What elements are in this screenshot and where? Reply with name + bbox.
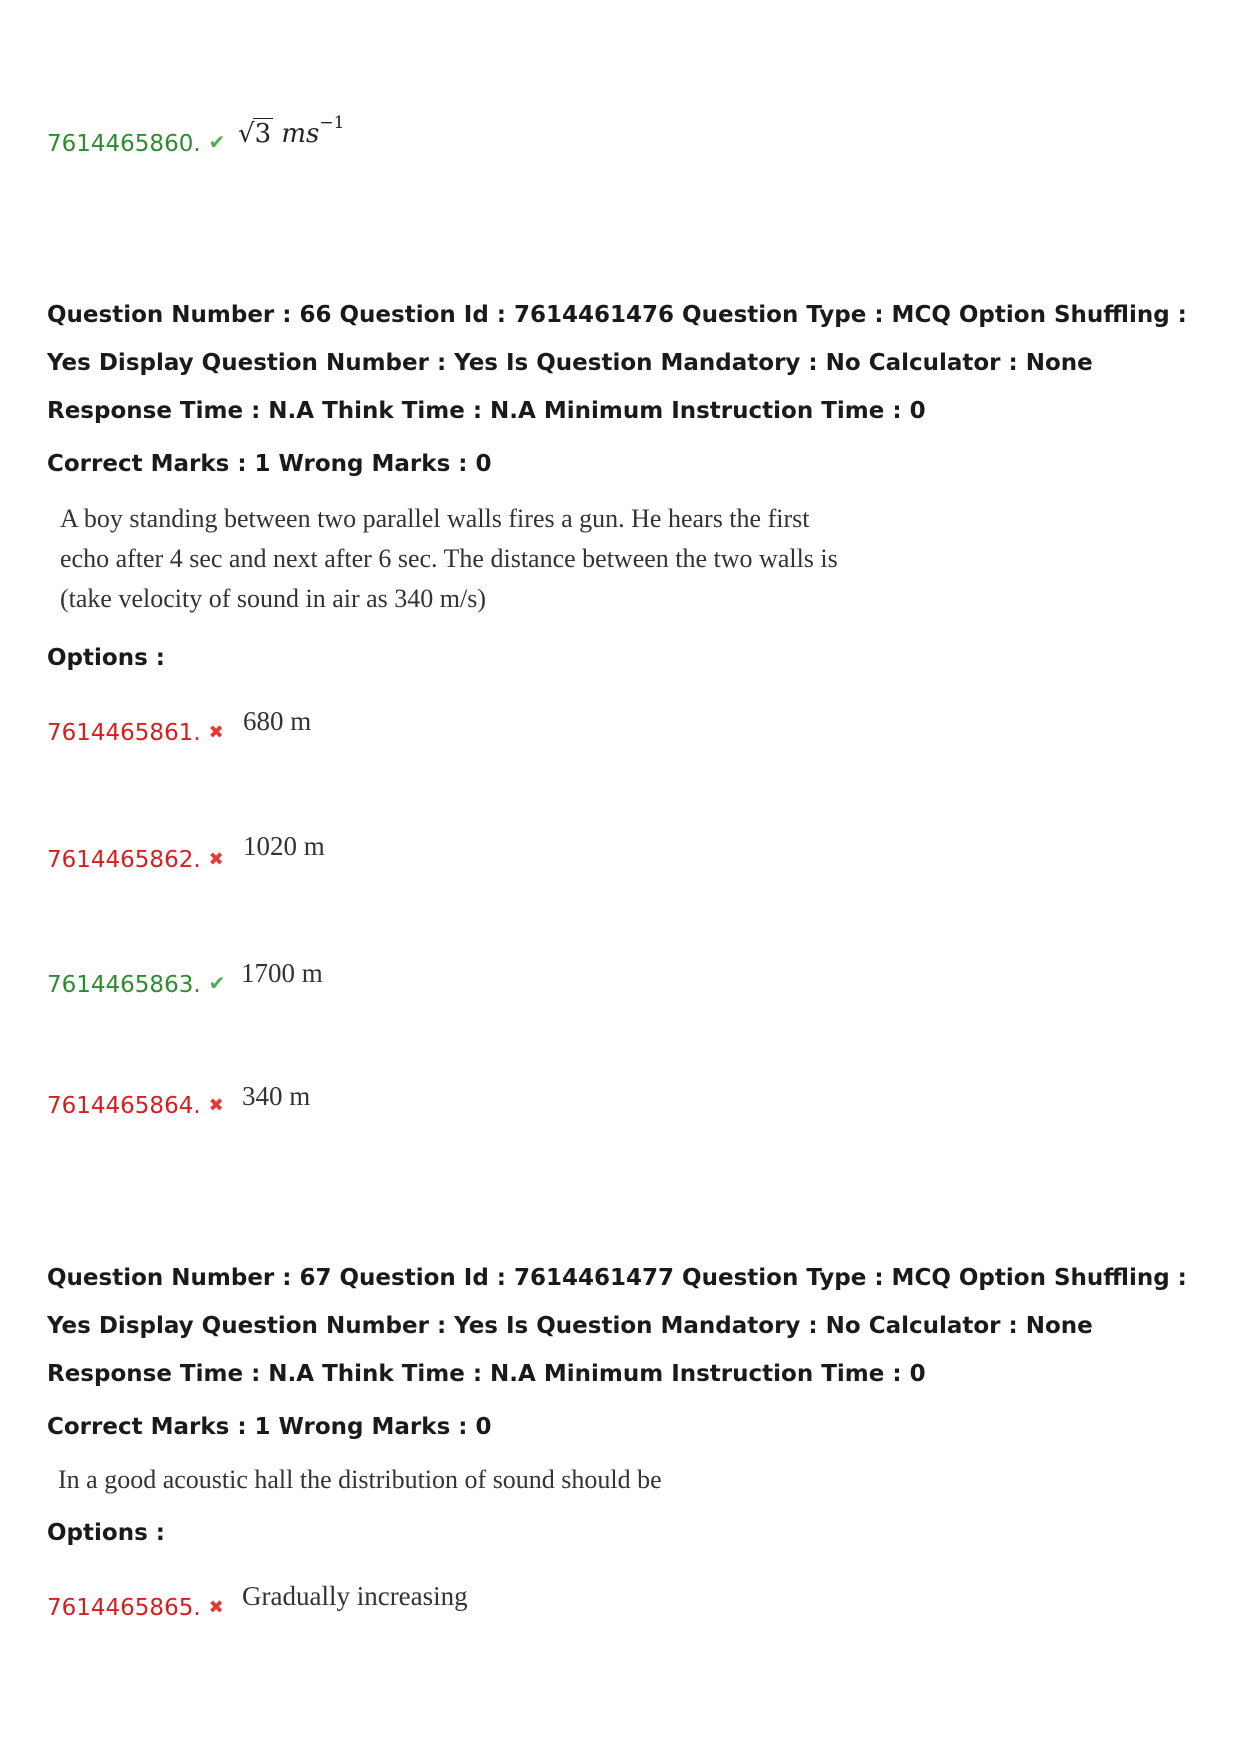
question-line: echo after 4 sec and next after 6 sec. The distance between the two walls is xyxy=(60,544,838,573)
cross-icon: ✖ xyxy=(208,722,224,743)
option-answer: Gradually increasing xyxy=(242,1581,468,1611)
option-id: 7614465864. xyxy=(47,1093,201,1119)
options-label: Options : xyxy=(47,645,165,671)
question-marks: Correct Marks : 1 Wrong Marks : 0 xyxy=(47,1414,492,1440)
unit: ms xyxy=(281,119,320,149)
option-row xyxy=(47,130,225,157)
question-line: (take velocity of sound in air as 340 m/s) xyxy=(60,584,487,613)
sqrt-symbol: √ xyxy=(238,119,255,149)
option-row xyxy=(47,1595,224,1621)
check-icon: ✔ xyxy=(208,130,226,154)
question-meta: Question Number : 66 Question Id : 7614461476 Question Type : MCQ Option Shuffling : Yes Display Question Number : Yes Is Question Mandatory : No Calculator : None Response Time : N.A Think Time : N.A Minimum Instruction Time : 0 xyxy=(47,302,1187,424)
option-row xyxy=(47,720,224,746)
option-answer: 680 m xyxy=(243,706,312,736)
question-meta: Question Number : 67 Question Id : 7614461477 Question Type : MCQ Option Shuffling : Yes Display Question Number : Yes Is Question Mandatory : No Calculator : None Response Time : N.A Think Time : N.A Minimum Instruction Time : 0 xyxy=(47,1265,1187,1387)
option-answer: 1020 m xyxy=(243,831,325,861)
check-icon: ✔ xyxy=(208,971,226,995)
option-id: 7614465863. xyxy=(47,972,201,998)
option-id: 7614465862. xyxy=(47,847,201,873)
cross-icon: ✖ xyxy=(208,1095,224,1116)
option-answer: 1700 m xyxy=(241,958,323,988)
option-answer: 340 m xyxy=(242,1081,311,1111)
option-answer-math xyxy=(238,113,344,149)
question-text xyxy=(60,499,838,619)
option-id: 7614465865. xyxy=(47,1595,201,1621)
option-id: 7614465860. xyxy=(47,131,201,157)
option-row xyxy=(47,847,224,873)
cross-icon: ✖ xyxy=(208,849,224,870)
question-text xyxy=(58,1460,662,1500)
cross-icon: ✖ xyxy=(208,1597,224,1618)
option-row xyxy=(47,1093,224,1119)
radicand: 3 xyxy=(254,119,272,149)
option-row xyxy=(47,971,225,998)
question-line: A boy standing between two parallel walls fires a gun. He hears the first xyxy=(60,504,810,533)
exponent: −1 xyxy=(319,113,345,133)
option-id: 7614465861. xyxy=(47,720,201,746)
options-label: Options : xyxy=(47,1520,165,1546)
question-marks: Correct Marks : 1 Wrong Marks : 0 xyxy=(47,451,492,477)
question-line: In a good acoustic hall the distribution of sound should be xyxy=(58,1465,662,1494)
